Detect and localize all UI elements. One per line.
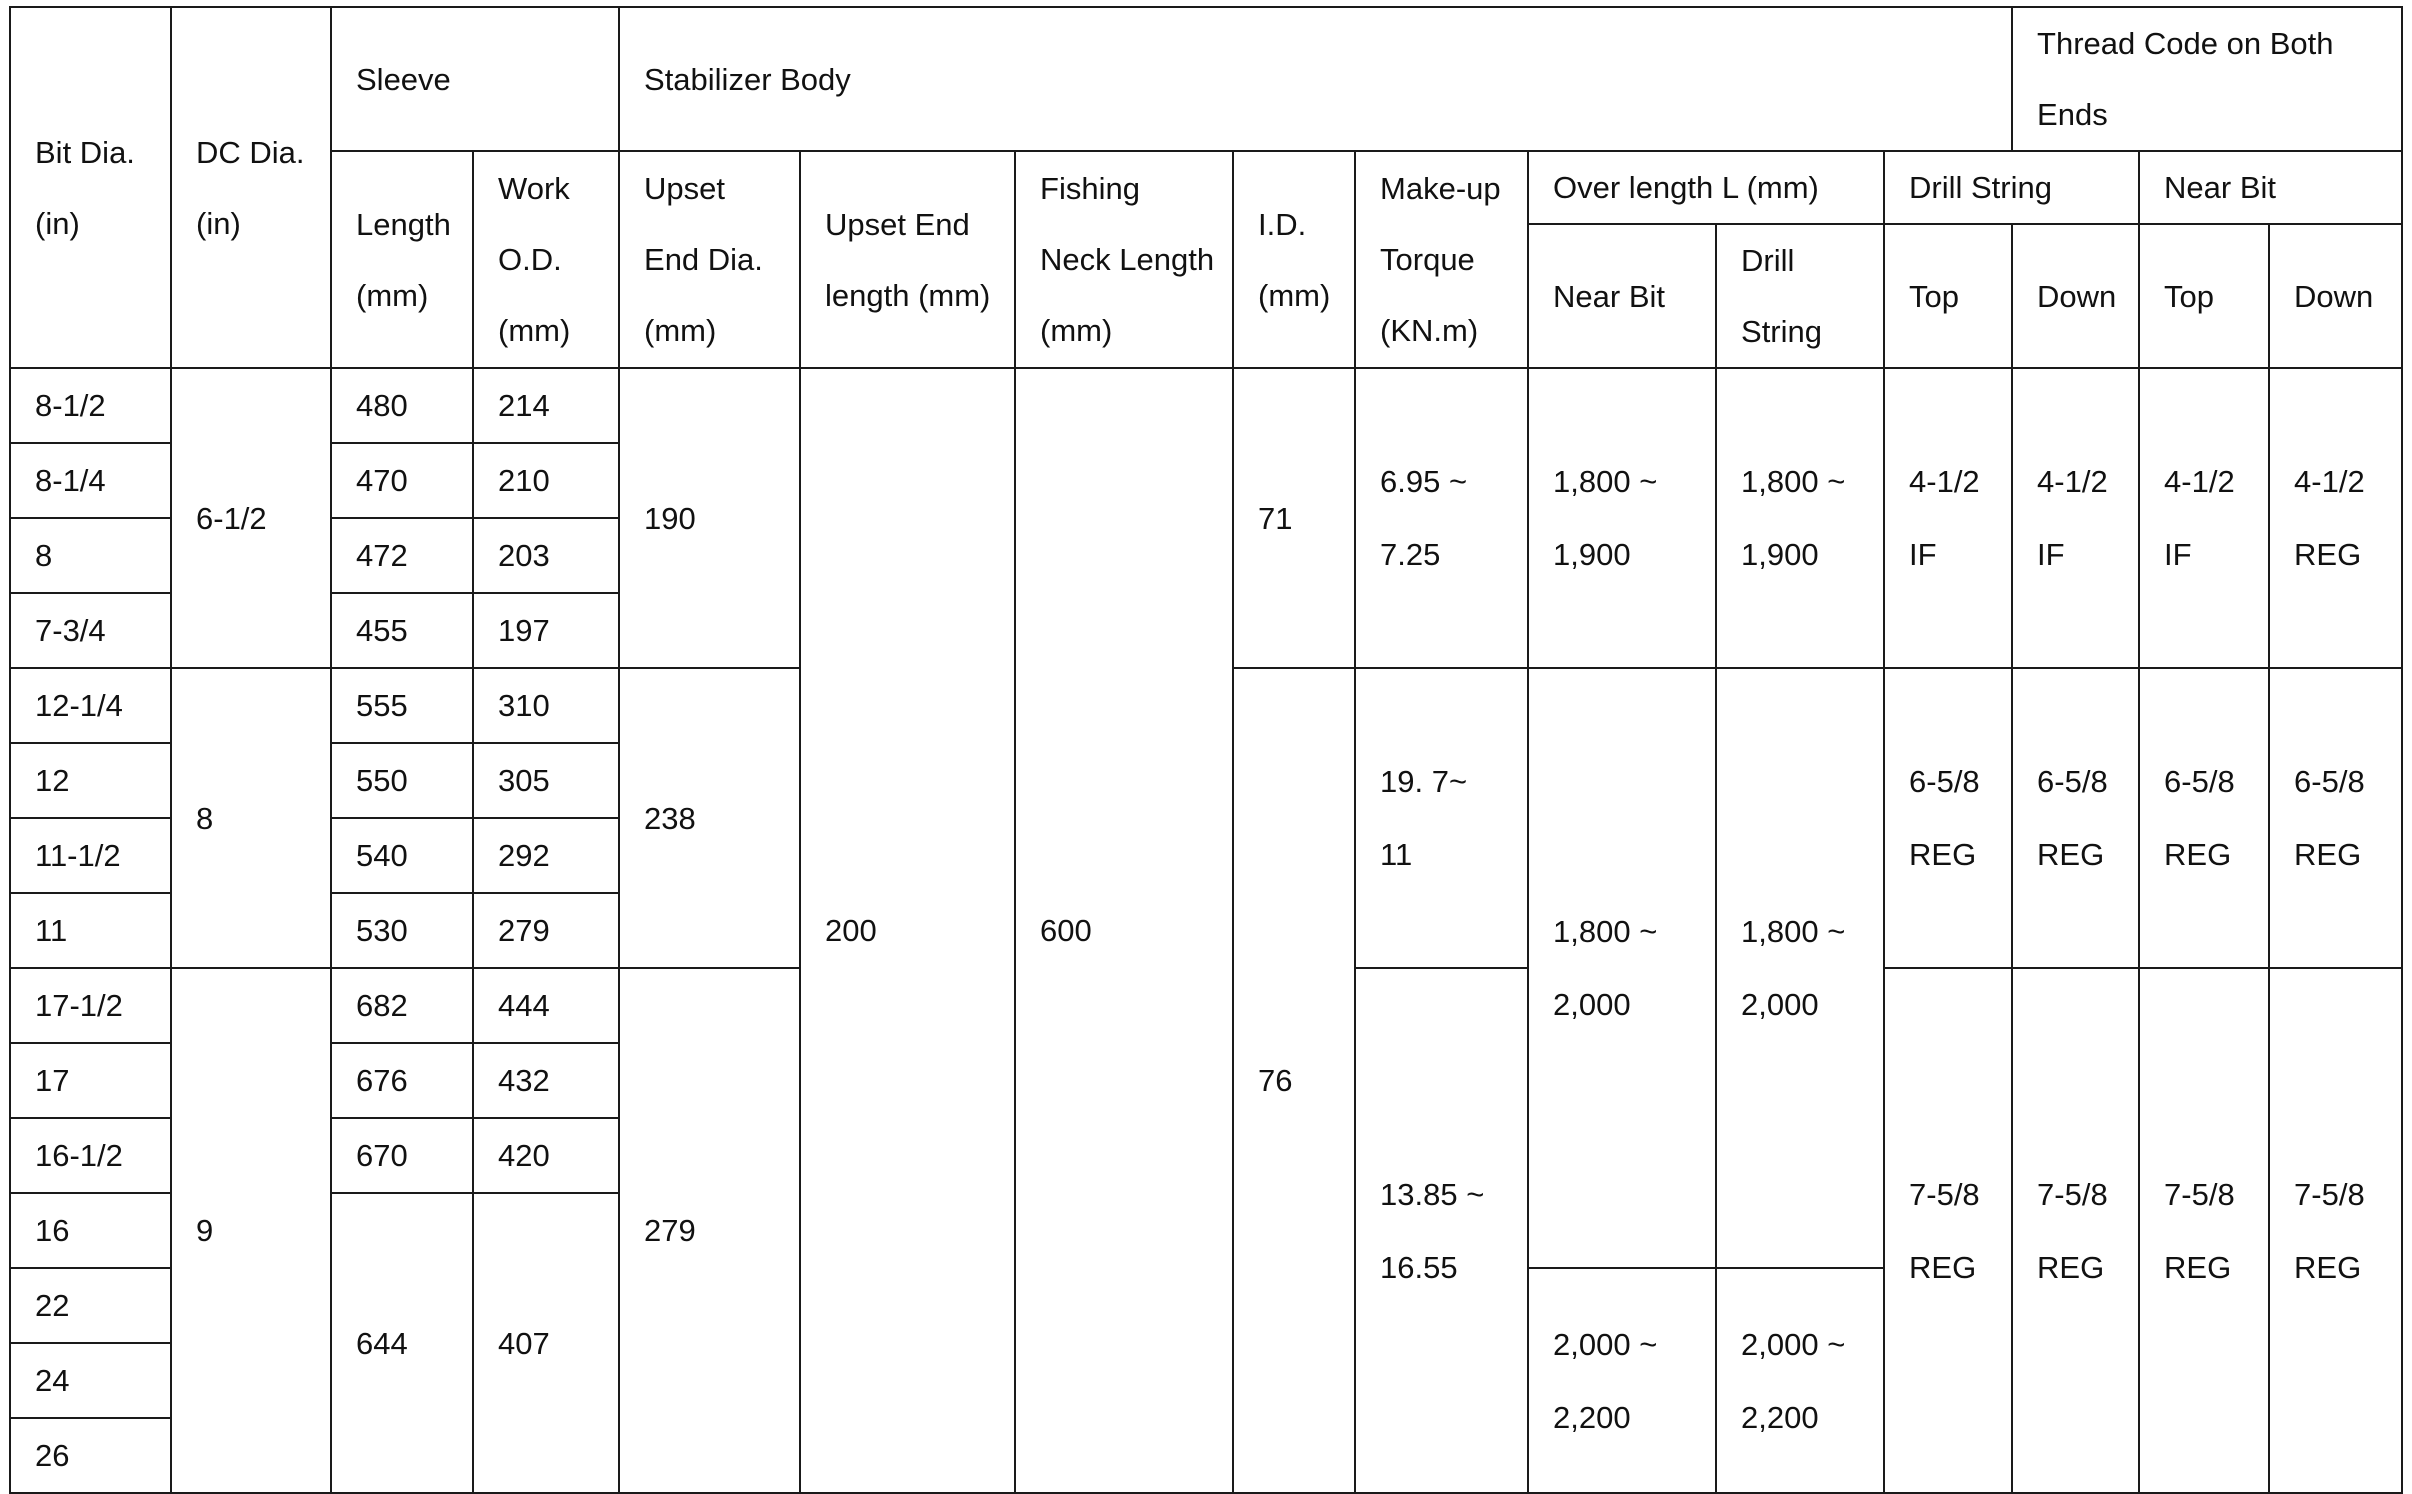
sleeve-work-od-cell: 432 — [473, 1043, 619, 1118]
thread-nb-down-cell: 7-5/8 REG — [2269, 968, 2402, 1493]
header-makeup-torque: Make-up Torque (KN.m) — [1355, 151, 1528, 368]
sleeve-work-od-cell: 279 — [473, 893, 619, 968]
thread-ds-top-cell: 7-5/8 REG — [1884, 968, 2012, 1493]
header-over-length-drill-string: Drill String — [1716, 224, 1884, 368]
thread-nb-down-cell: 6-5/8 REG — [2269, 668, 2402, 968]
fishing-neck-length-cell: 600 — [1015, 368, 1233, 1493]
sleeve-work-od-cell: 407 — [473, 1193, 619, 1493]
header-bit-dia: Bit Dia. (in) — [10, 7, 171, 368]
header-dc-dia: DC Dia. (in) — [171, 7, 331, 368]
bit-dia-cell: 8-1/4 — [10, 443, 171, 518]
header-id: I.D. (mm) — [1233, 151, 1355, 368]
bit-dia-cell: 7-3/4 — [10, 593, 171, 668]
bit-dia-cell: 17-1/2 — [10, 968, 171, 1043]
sleeve-length-cell: 682 — [331, 968, 473, 1043]
bit-dia-cell: 12 — [10, 743, 171, 818]
header-fishing-neck-length: Fishing Neck Length (mm) — [1015, 151, 1233, 368]
header-sleeve-work-od: Work O.D. (mm) — [473, 151, 619, 368]
bit-dia-cell: 22 — [10, 1268, 171, 1343]
header-over-length: Over length L (mm) — [1528, 151, 1884, 224]
bit-dia-cell: 26 — [10, 1418, 171, 1493]
header-nb-down: Down — [2269, 224, 2402, 368]
header-ds-down: Down — [2012, 224, 2139, 368]
sleeve-length-cell: 550 — [331, 743, 473, 818]
upset-end-dia-cell: 190 — [619, 368, 800, 668]
sleeve-work-od-cell: 305 — [473, 743, 619, 818]
sleeve-work-od-cell: 420 — [473, 1118, 619, 1193]
sleeve-length-cell: 480 — [331, 368, 473, 443]
thread-nb-down-cell: 4-1/2 REG — [2269, 368, 2402, 668]
makeup-torque-cell: 13.85 ~ 16.55 — [1355, 968, 1528, 1493]
thread-nb-top-cell: 4-1/2 IF — [2139, 368, 2269, 668]
makeup-torque-cell: 6.95 ~ 7.25 — [1355, 368, 1528, 668]
header-thread-drill-string: Drill String — [1884, 151, 2139, 224]
makeup-torque-cell: 19. 7~ 11 — [1355, 668, 1528, 968]
bit-dia-cell: 8-1/2 — [10, 368, 171, 443]
thread-ds-top-cell: 6-5/8 REG — [1884, 668, 2012, 968]
sleeve-work-od-cell: 310 — [473, 668, 619, 743]
over-length-near-bit-cell: 1,800 ~ 1,900 — [1528, 368, 1716, 668]
sleeve-work-od-cell: 210 — [473, 443, 619, 518]
bit-dia-cell: 16-1/2 — [10, 1118, 171, 1193]
dc-dia-cell: 8 — [171, 668, 331, 968]
upset-end-length-cell: 200 — [800, 368, 1015, 1493]
sleeve-length-cell: 644 — [331, 1193, 473, 1493]
sleeve-length-cell: 455 — [331, 593, 473, 668]
over-length-near-bit-cell: 1,800 ~ 2,000 — [1528, 668, 1716, 1268]
dc-dia-cell: 9 — [171, 968, 331, 1493]
sleeve-work-od-cell: 197 — [473, 593, 619, 668]
over-length-drill-string-cell: 2,000 ~ 2,200 — [1716, 1268, 1884, 1493]
sleeve-work-od-cell: 292 — [473, 818, 619, 893]
thread-ds-down-cell: 4-1/2 IF — [2012, 368, 2139, 668]
sleeve-length-cell: 470 — [331, 443, 473, 518]
dc-dia-cell: 6-1/2 — [171, 368, 331, 668]
sleeve-length-cell: 530 — [331, 893, 473, 968]
bit-dia-cell: 24 — [10, 1343, 171, 1418]
header-sleeve: Sleeve — [331, 7, 619, 151]
header-upset-end-length: Upset End length (mm) — [800, 151, 1015, 368]
header-thread-code: Thread Code on Both Ends — [2012, 7, 2402, 151]
bit-dia-cell: 12-1/4 — [10, 668, 171, 743]
over-length-drill-string-cell: 1,800 ~ 1,900 — [1716, 368, 1884, 668]
header-ds-top: Top — [1884, 224, 2012, 368]
header-upset-end-dia: Upset End Dia. (mm) — [619, 151, 800, 368]
sleeve-length-cell: 540 — [331, 818, 473, 893]
stabilizer-spec-table — [9, 6, 2403, 1494]
thread-ds-down-cell: 7-5/8 REG — [2012, 968, 2139, 1493]
bit-dia-cell: 17 — [10, 1043, 171, 1118]
sleeve-length-cell: 670 — [331, 1118, 473, 1193]
over-length-near-bit-cell: 2,000 ~ 2,200 — [1528, 1268, 1716, 1493]
over-length-drill-string-cell: 1,800 ~ 2,000 — [1716, 668, 1884, 1268]
sleeve-work-od-cell: 203 — [473, 518, 619, 593]
bit-dia-cell: 16 — [10, 1193, 171, 1268]
header-thread-near-bit: Near Bit — [2139, 151, 2402, 224]
header-stabilizer-body: Stabilizer Body — [619, 7, 2012, 151]
thread-nb-top-cell: 7-5/8 REG — [2139, 968, 2269, 1493]
sleeve-length-cell: 555 — [331, 668, 473, 743]
thread-nb-top-cell: 6-5/8 REG — [2139, 668, 2269, 968]
sleeve-length-cell: 472 — [331, 518, 473, 593]
upset-end-dia-cell: 238 — [619, 668, 800, 968]
sleeve-work-od-cell: 214 — [473, 368, 619, 443]
upset-end-dia-cell: 279 — [619, 968, 800, 1493]
sleeve-length-cell: 676 — [331, 1043, 473, 1118]
header-nb-top: Top — [2139, 224, 2269, 368]
sleeve-work-od-cell: 444 — [473, 968, 619, 1043]
id-cell: 71 — [1233, 368, 1355, 668]
thread-ds-down-cell: 6-5/8 REG — [2012, 668, 2139, 968]
bit-dia-cell: 11-1/2 — [10, 818, 171, 893]
bit-dia-cell: 11 — [10, 893, 171, 968]
bit-dia-cell: 8 — [10, 518, 171, 593]
header-sleeve-length: Length (mm) — [331, 151, 473, 368]
id-cell: 76 — [1233, 668, 1355, 1493]
header-over-length-near-bit: Near Bit — [1528, 224, 1716, 368]
thread-ds-top-cell: 4-1/2 IF — [1884, 368, 2012, 668]
